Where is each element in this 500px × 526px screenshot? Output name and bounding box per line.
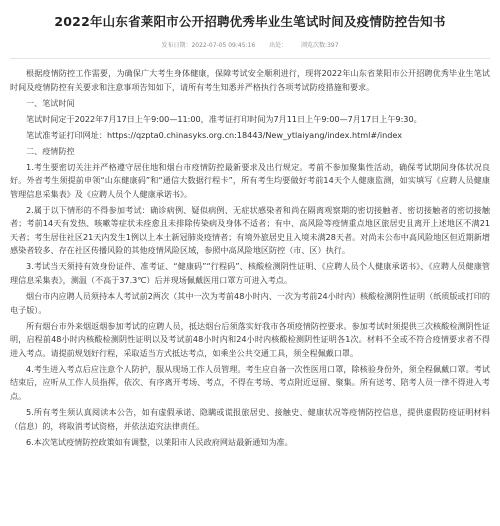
article-body (10, 67, 490, 449)
section-heading-epidemic: 二、疫情防控 (26, 145, 75, 156)
rule-paragraph-1: 1.考生要密切关注并严格遵守居住地和烟台市疫情防控最新要求及出行规定。考前不参加聚集性活动，确保考试期间身体状况良好。外省考生须提前申领“山东健康码”和“通信大数据行程卡”，所有考生均要做好考前14天个人健康监测，如实填写《应聘人员健康管理信息采集表》及《应聘人员个人健康承诺书》。 (10, 161, 490, 199)
title-divider (10, 58, 490, 59)
rule-paragraph-3: 3.考试当天须持有效身份证件、准考证、“健康码”“行程码”、核酸检测阴性证明、《应聘人员个人健康承诺书》、《应聘人员健康管理信息采集表》，测温（不高于37.3℃）后并现场佩戴医用口罩方可进入考点。 (10, 261, 490, 286)
rule-paragraph-5: 5.所有考生须认真阅读本公告，如有虚假承诺、隐瞒或谎报旅居史、接触史、健康状况等疫情防控信息，提供虚假防疫证明材料（信息）的，将取消考试资格，并依法追究法律责任。 (10, 406, 490, 431)
view-count: 浏览次数:397 (301, 42, 339, 49)
rule-paragraph-2: 2.属于以下情形的不得参加考试：确诊病例、疑似病例、无症状感染者和尚在隔离观察期的密切接触者、密切接触者的密切接触者；考前14天有发热、咳嗽等症状未痊愈且未排除传染病及身体不适者；有中、高风险等疫情重点地区旅居史且离开上述地区不满21天者；考生居住社区21天内发生1例以上本土新冠肺炎疫情者；有境外旅居史且入境未满28天者。对尚未公布中高风险地区但近期新增感染者较多、存在社区传播风险的其他疫情风险区域，参照中高风险地区防控（市、区）执行。 (10, 204, 490, 256)
article-source: 出处： (269, 42, 288, 49)
ticket-url-paragraph[interactable]: 笔试准考证打印网址：https://qzpta0.chinasyks.org.cn:18443/New_ytlaiyang/index.html#/index (26, 129, 403, 140)
outside-applicants-paragraph: 所有烟台市外来烟返烟参加考试的应聘人员，抵达烟台后须落实好我市各项疫情防控要求。参加考试时须提供三次核酸检测阴性证明，启程前48小时内核酸检测阴性证明以及考试前48小时内和24小时内核酸检测阴性证明各1次。材料不全或不符合疫情要求者不得进入考点。请提前规划好行程，采取适当方式抵达考点，如乘坐公共交通工具，须全程佩戴口罩。 (10, 320, 490, 358)
rule-paragraph-4: 4.考生进入考点后应注意个人防护，服从现场工作人员管理。考生应自备一次性医用口罩，除核验身份外，须全程佩戴口罩。考试结束后，应听从工作人员指挥，依次、有序离开考场、考点，不得在考场、考点附近逗留、聚集。所有送考、陪考人员一律不得进入考点。 (10, 363, 490, 401)
rule-paragraph-6: 6.本次笔试疫情防控政策如有调整，以莱阳市人民政府网站最新通知为准。 (26, 436, 293, 447)
section-heading-exam-time: 一、笔试时间 (26, 97, 75, 108)
intro-paragraph: 根据疫情防控工作需要，为确保广大考生身体健康，保障考试安全顺利进行，现将2022年山东省莱阳市公开招聘优秀毕业生笔试时间及疫情防控有关要求和注意事项告知如下，请所有考生知悉并严格执行各项考试防疫措施和要求。 (10, 68, 490, 92)
local-applicants-paragraph: 烟台市内应聘人员须持本人考试前2两次（其中一次为考前48小时内、一次为考前24小时内）核酸检测阴性证明（纸质版或打印的电子版）。 (10, 291, 490, 315)
article-meta (10, 42, 490, 50)
exam-time-paragraph: 笔试时间定于2022年7月17日上午9:00—11:00，准考证打印时间为7月11日上午9:00—7月17日上午9:30。 (26, 113, 422, 124)
publish-time: 发布日期：2022-07-05 09:45:16 (161, 42, 256, 49)
article-title: 2022年山东省莱阳市公开招聘优秀毕业生笔试时间及疫情防控告知书 (54, 14, 446, 29)
